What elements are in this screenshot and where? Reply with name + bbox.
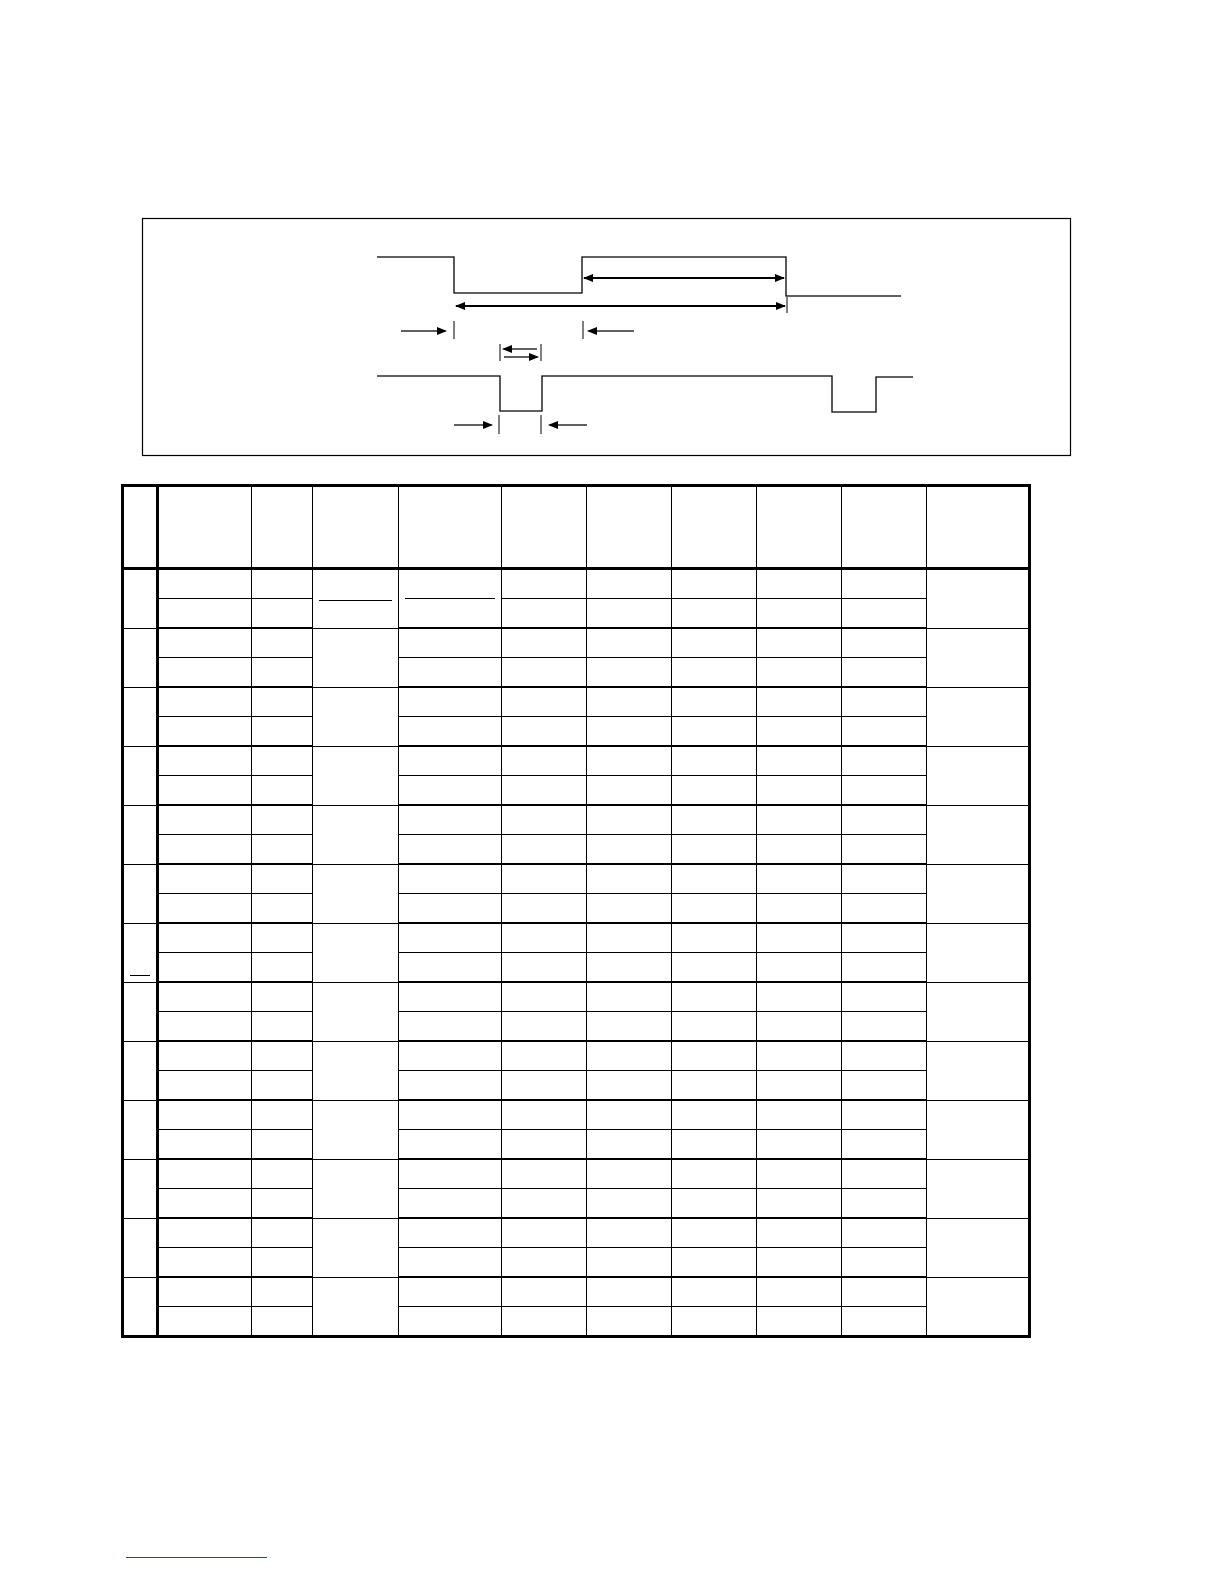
signal-cell xyxy=(158,717,252,747)
value-cell xyxy=(842,1277,927,1307)
value-cell xyxy=(399,1248,502,1278)
value-cell xyxy=(587,1218,672,1248)
value-cell xyxy=(502,923,587,953)
value-cell xyxy=(502,1130,587,1160)
value-cell xyxy=(502,1012,587,1042)
table-row xyxy=(123,599,1030,629)
group-index-cell xyxy=(123,569,158,629)
note-cell xyxy=(927,1159,1030,1218)
mode-cell xyxy=(313,1100,399,1159)
symbol-cell xyxy=(252,1218,313,1248)
signal-cell xyxy=(158,746,252,776)
note-cell xyxy=(927,1100,1030,1159)
table-row xyxy=(123,1248,1030,1278)
value-cell xyxy=(842,1100,927,1130)
value-cell xyxy=(502,599,587,629)
symbol-cell xyxy=(252,776,313,806)
value-cell xyxy=(502,717,587,747)
value-cell xyxy=(399,835,502,865)
signal-cell xyxy=(158,628,252,658)
value-cell xyxy=(587,1012,672,1042)
group-index-cell xyxy=(123,1041,158,1100)
value-cell xyxy=(587,628,672,658)
table-row xyxy=(123,569,1030,599)
lower-waveform xyxy=(377,376,913,412)
value-cell xyxy=(502,805,587,835)
value-cell xyxy=(757,982,842,1012)
note-cell xyxy=(927,687,1030,746)
value-cell xyxy=(502,1248,587,1278)
symbol-cell xyxy=(252,864,313,894)
value-cell xyxy=(842,1218,927,1248)
note-cell xyxy=(927,982,1030,1041)
symbol-cell xyxy=(252,835,313,865)
table-row xyxy=(123,1100,1030,1130)
value-cell xyxy=(672,599,757,629)
group-index-cell xyxy=(123,1277,158,1337)
value-cell xyxy=(502,687,587,717)
value-cell xyxy=(757,1071,842,1101)
value-cell xyxy=(672,1189,757,1219)
symbol-cell xyxy=(252,923,313,953)
value-cell xyxy=(757,805,842,835)
value-cell xyxy=(757,658,842,688)
value-cell xyxy=(757,1307,842,1337)
value-cell xyxy=(399,805,502,835)
group-index-cell xyxy=(123,628,158,687)
signal-cell xyxy=(158,569,252,599)
value-cell xyxy=(672,1100,757,1130)
value-cell xyxy=(399,1277,502,1307)
value-cell xyxy=(672,835,757,865)
value-cell xyxy=(587,835,672,865)
value-cell xyxy=(502,1041,587,1071)
symbol-cell xyxy=(252,599,313,629)
note-cell xyxy=(927,1218,1030,1277)
value-cell xyxy=(757,864,842,894)
value-cell xyxy=(502,628,587,658)
signal-cell xyxy=(158,1130,252,1160)
mode-cell xyxy=(313,923,399,982)
value-cell xyxy=(842,628,927,658)
header-cell xyxy=(399,486,502,569)
value-cell xyxy=(399,864,502,894)
group-index-cell xyxy=(123,1218,158,1277)
value-cell xyxy=(399,1218,502,1248)
value-cell xyxy=(587,805,672,835)
value-cell xyxy=(587,1100,672,1130)
value-cell xyxy=(842,923,927,953)
value-cell xyxy=(502,569,587,599)
value-cell xyxy=(502,982,587,1012)
value-cell xyxy=(672,1248,757,1278)
signal-cell xyxy=(158,1159,252,1189)
signal-cell xyxy=(158,835,252,865)
symbol-cell xyxy=(252,1130,313,1160)
value-cell xyxy=(757,894,842,924)
value-cell xyxy=(587,953,672,983)
value-cell xyxy=(672,1041,757,1071)
signal-cell xyxy=(158,776,252,806)
table-row xyxy=(123,923,1030,953)
table-header-row xyxy=(123,486,1030,569)
value-cell xyxy=(399,894,502,924)
value-cell xyxy=(587,658,672,688)
group-index-cell xyxy=(123,746,158,805)
timing-table xyxy=(121,484,1031,1338)
value-cell xyxy=(842,1071,927,1101)
symbol-cell xyxy=(252,569,313,599)
value-cell xyxy=(842,1012,927,1042)
table-row xyxy=(123,953,1030,983)
value-cell xyxy=(399,1189,502,1219)
diagram-frame xyxy=(143,219,1071,456)
table-row xyxy=(123,1130,1030,1160)
value-cell xyxy=(502,1100,587,1130)
value-cell xyxy=(502,1189,587,1219)
value-cell xyxy=(399,1159,502,1189)
value-cell xyxy=(502,1071,587,1101)
signal-cell xyxy=(158,982,252,1012)
value-cell xyxy=(672,628,757,658)
table-row xyxy=(123,835,1030,865)
value-cell xyxy=(842,1307,927,1337)
mode-cell xyxy=(313,569,399,629)
value-cell xyxy=(757,835,842,865)
note-cell xyxy=(927,864,1030,923)
group-index-cell xyxy=(123,805,158,864)
table-row xyxy=(123,1218,1030,1248)
value-cell xyxy=(757,953,842,983)
value-cell xyxy=(842,953,927,983)
table-row xyxy=(123,1307,1030,1337)
header-cell xyxy=(252,486,313,569)
group-index-cell xyxy=(123,687,158,746)
value-cell xyxy=(757,746,842,776)
table-row xyxy=(123,1159,1030,1189)
value-cell xyxy=(757,1159,842,1189)
table-row xyxy=(123,982,1030,1012)
symbol-cell xyxy=(252,982,313,1012)
value-cell xyxy=(672,746,757,776)
signal-cell xyxy=(158,923,252,953)
value-cell xyxy=(399,658,502,688)
table-row xyxy=(123,1012,1030,1042)
signal-cell xyxy=(158,687,252,717)
value-cell xyxy=(842,599,927,629)
header-cell xyxy=(587,486,672,569)
mode-cell xyxy=(313,982,399,1041)
symbol-cell xyxy=(252,1071,313,1101)
upper-waveform xyxy=(377,257,901,296)
symbol-cell xyxy=(252,628,313,658)
value-cell xyxy=(842,1248,927,1278)
value-cell xyxy=(587,599,672,629)
symbol-cell xyxy=(252,805,313,835)
value-cell xyxy=(587,923,672,953)
header-cell xyxy=(672,486,757,569)
value-cell xyxy=(842,835,927,865)
signal-cell xyxy=(158,1218,252,1248)
header-cell xyxy=(158,486,252,569)
symbol-cell xyxy=(252,1100,313,1130)
value-cell xyxy=(587,1307,672,1337)
value-cell xyxy=(587,982,672,1012)
value-cell xyxy=(672,1159,757,1189)
value-cell xyxy=(502,864,587,894)
value-cell xyxy=(672,1277,757,1307)
value-cell xyxy=(672,1071,757,1101)
group-index-cell xyxy=(123,864,158,923)
table-row xyxy=(123,687,1030,717)
mode-cell xyxy=(313,746,399,805)
symbol-cell xyxy=(252,1307,313,1337)
value-cell xyxy=(842,569,927,599)
value-cell xyxy=(757,1012,842,1042)
value-cell xyxy=(399,776,502,806)
value-cell xyxy=(502,894,587,924)
note-cell xyxy=(927,1277,1030,1337)
note-cell xyxy=(927,746,1030,805)
group-index-cell xyxy=(123,982,158,1041)
value-cell xyxy=(587,1071,672,1101)
signal-cell xyxy=(158,1041,252,1071)
value-cell xyxy=(587,1189,672,1219)
note-cell xyxy=(927,1041,1030,1100)
table-row xyxy=(123,1071,1030,1101)
value-cell xyxy=(672,1307,757,1337)
value-cell xyxy=(757,1130,842,1160)
value-cell xyxy=(399,1100,502,1130)
table-row xyxy=(123,628,1030,658)
value-cell xyxy=(842,746,927,776)
value-cell xyxy=(672,1012,757,1042)
table-row xyxy=(123,805,1030,835)
value-cell xyxy=(842,658,927,688)
symbol-cell xyxy=(252,687,313,717)
signal-cell xyxy=(158,1248,252,1278)
table-row xyxy=(123,1189,1030,1219)
header-cell xyxy=(313,486,399,569)
value-cell xyxy=(399,953,502,983)
value-cell xyxy=(672,569,757,599)
symbol-cell xyxy=(252,1041,313,1071)
value-cell xyxy=(757,717,842,747)
value-cell xyxy=(502,1307,587,1337)
symbol-cell xyxy=(252,1248,313,1278)
table-row xyxy=(123,658,1030,688)
symbol-cell xyxy=(252,953,313,983)
value-cell xyxy=(842,687,927,717)
symbol-cell xyxy=(252,894,313,924)
mode-cell xyxy=(313,805,399,864)
value-cell xyxy=(587,1248,672,1278)
value-cell xyxy=(399,1307,502,1337)
value-cell xyxy=(587,894,672,924)
value-cell xyxy=(587,1277,672,1307)
value-cell xyxy=(399,1012,502,1042)
value-cell xyxy=(502,835,587,865)
value-cell xyxy=(502,953,587,983)
note-cell xyxy=(927,569,1030,629)
value-cell xyxy=(399,717,502,747)
mode-cell xyxy=(313,687,399,746)
value-cell xyxy=(757,599,842,629)
table-row xyxy=(123,776,1030,806)
mode-cell xyxy=(313,628,399,687)
value-cell xyxy=(672,1130,757,1160)
value-cell xyxy=(842,864,927,894)
value-cell xyxy=(587,746,672,776)
note-cell xyxy=(927,628,1030,687)
value-cell xyxy=(672,864,757,894)
value-cell xyxy=(587,1041,672,1071)
value-cell xyxy=(672,923,757,953)
group-index-cell xyxy=(123,1100,158,1159)
mode-cell xyxy=(313,1041,399,1100)
value-cell xyxy=(399,599,502,629)
value-cell xyxy=(842,717,927,747)
signal-cell xyxy=(158,1277,252,1307)
value-cell xyxy=(842,894,927,924)
value-cell xyxy=(842,805,927,835)
value-cell xyxy=(672,776,757,806)
value-cell xyxy=(672,805,757,835)
value-cell xyxy=(399,628,502,658)
value-cell xyxy=(399,982,502,1012)
table-row xyxy=(123,746,1030,776)
value-cell xyxy=(672,658,757,688)
value-cell xyxy=(502,658,587,688)
value-cell xyxy=(757,1100,842,1130)
value-cell xyxy=(399,1071,502,1101)
value-cell xyxy=(399,1130,502,1160)
value-cell xyxy=(502,1159,587,1189)
value-cell xyxy=(757,1218,842,1248)
header-cell xyxy=(927,486,1030,569)
mode-cell xyxy=(313,1218,399,1277)
table-row xyxy=(123,864,1030,894)
value-cell xyxy=(399,746,502,776)
value-cell xyxy=(757,1248,842,1278)
symbol-cell xyxy=(252,1189,313,1219)
symbol-cell xyxy=(252,717,313,747)
value-cell xyxy=(842,1041,927,1071)
value-cell xyxy=(399,1041,502,1071)
value-cell xyxy=(502,746,587,776)
header-cell xyxy=(502,486,587,569)
value-cell xyxy=(672,982,757,1012)
value-cell xyxy=(672,717,757,747)
value-cell xyxy=(757,569,842,599)
value-cell xyxy=(672,1218,757,1248)
timing-diagram xyxy=(0,0,1224,470)
mode-cell xyxy=(313,1277,399,1337)
mode-cell xyxy=(313,1159,399,1218)
value-cell xyxy=(587,1159,672,1189)
symbol-cell xyxy=(252,1277,313,1307)
signal-cell xyxy=(158,1100,252,1130)
value-cell xyxy=(757,1189,842,1219)
value-cell xyxy=(672,687,757,717)
value-cell xyxy=(757,776,842,806)
value-cell xyxy=(399,923,502,953)
symbol-cell xyxy=(252,1159,313,1189)
value-cell xyxy=(757,923,842,953)
signal-cell xyxy=(158,894,252,924)
value-cell xyxy=(399,687,502,717)
signal-cell xyxy=(158,864,252,894)
value-cell xyxy=(757,1277,842,1307)
value-cell xyxy=(842,1130,927,1160)
value-cell xyxy=(587,864,672,894)
value-cell xyxy=(842,1189,927,1219)
table-row xyxy=(123,894,1030,924)
value-cell xyxy=(757,1041,842,1071)
value-cell xyxy=(842,982,927,1012)
value-cell xyxy=(757,628,842,658)
signal-cell xyxy=(158,599,252,629)
value-cell xyxy=(502,1277,587,1307)
signal-cell xyxy=(158,1189,252,1219)
signal-cell xyxy=(158,953,252,983)
mode-cell xyxy=(313,864,399,923)
symbol-cell xyxy=(252,658,313,688)
value-cell xyxy=(502,776,587,806)
value-cell xyxy=(587,717,672,747)
signal-cell xyxy=(158,1012,252,1042)
signal-cell xyxy=(158,658,252,688)
value-cell xyxy=(672,953,757,983)
table-row xyxy=(123,1041,1030,1071)
header-cell xyxy=(757,486,842,569)
value-cell xyxy=(757,687,842,717)
value-cell xyxy=(842,1159,927,1189)
header-cell xyxy=(842,486,927,569)
value-cell xyxy=(587,569,672,599)
value-cell xyxy=(587,776,672,806)
value-cell xyxy=(672,894,757,924)
signal-cell xyxy=(158,1307,252,1337)
header-cell xyxy=(123,486,158,569)
value-cell xyxy=(587,1130,672,1160)
note-cell xyxy=(927,923,1030,982)
signal-cell xyxy=(158,1071,252,1101)
value-cell xyxy=(842,776,927,806)
table-row xyxy=(123,1277,1030,1307)
table-row xyxy=(123,717,1030,747)
symbol-cell xyxy=(252,746,313,776)
value-cell xyxy=(502,1218,587,1248)
value-cell xyxy=(399,569,502,599)
value-cell xyxy=(587,687,672,717)
group-index-cell xyxy=(123,923,158,982)
note-cell xyxy=(927,805,1030,864)
footer-link-underline[interactable] xyxy=(126,1557,267,1558)
symbol-cell xyxy=(252,1012,313,1042)
signal-cell xyxy=(158,805,252,835)
group-index-cell xyxy=(123,1159,158,1218)
